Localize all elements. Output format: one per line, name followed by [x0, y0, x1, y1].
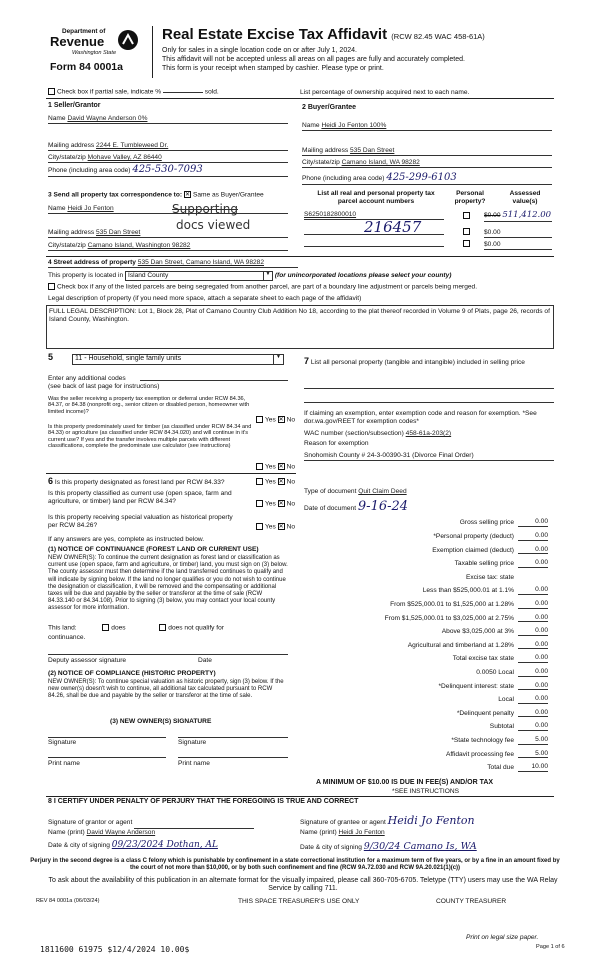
doc-type-value[interactable]: Quit Claim Deed — [358, 488, 407, 495]
assessed-3[interactable] — [484, 241, 552, 250]
doc-type-label: Type of document — [304, 488, 357, 495]
notice1-title: (1) NOTICE OF CONTINUANCE (FOREST LAND OR CURRENT USE) — [48, 546, 259, 553]
fee-value[interactable]: 0.00 — [518, 586, 548, 595]
buyer-mailing-value[interactable]: 535 Dan Street — [350, 147, 395, 154]
grantee-date-value[interactable]: 9/30/24 Camano Is, WA — [363, 841, 477, 852]
seller-name-value[interactable]: David Wayne Anderson 0% — [67, 115, 148, 122]
wac-row — [304, 430, 554, 438]
page-number: Page 1 of 6 — [536, 944, 565, 950]
ownership-note: List percentage of ownership acquired next to each name. — [300, 89, 470, 96]
no-label: No — [286, 523, 296, 531]
parcel-2-line[interactable] — [304, 234, 444, 235]
current-use-yes-checkbox[interactable] — [256, 500, 263, 507]
seller-heading: 1 Seller/Grantor — [48, 102, 101, 109]
s3-city-value[interactable]: Camano Island, Washington 98282 — [87, 242, 191, 249]
grantor-name-value[interactable]: David Wayne Anderson — [86, 829, 156, 836]
personal-heading-1: Personal — [456, 190, 484, 197]
historic-yes-checkbox[interactable] — [256, 523, 263, 530]
dept-line3: Washington State — [72, 50, 117, 56]
fee-row — [330, 733, 548, 745]
partial-sale-row — [48, 88, 219, 96]
section7-text: List all personal property (tangible and intangible) included in selling price — [310, 359, 525, 366]
doc-date-value[interactable]: 9-16-24 — [357, 499, 409, 514]
rev-number: REV 84 0001a (06/03/24) — [36, 898, 100, 904]
grantee-signature-value[interactable]: Heidi Jo Fenton — [387, 814, 475, 827]
fee-value[interactable]: 0.00 — [518, 709, 548, 718]
dept-line2: Revenue — [50, 34, 105, 49]
grantor-signature-label: Signature of grantor or agent — [48, 819, 133, 826]
doc-date-label: Date of document — [304, 505, 357, 512]
assessed-heading — [500, 190, 550, 205]
additional-codes — [48, 375, 159, 390]
forest-answer — [256, 478, 295, 486]
seller-city-label: City/state/zip — [48, 154, 86, 161]
dor-logo — [48, 28, 144, 80]
fee-value[interactable]: 0.00 — [518, 641, 548, 650]
buyer-city-value[interactable]: Camano Island, WA 98282 — [341, 159, 420, 166]
doc-date-row — [304, 500, 554, 515]
yes-label: Yes — [265, 463, 276, 471]
fee-value[interactable]: 0.00 — [518, 668, 548, 677]
additional-label: Enter any additional codes — [48, 375, 126, 382]
notice2-body: NEW OWNER(S): To continue special valuation as historic property, sign (3) below. If the new owner(s) doesn't wish to continue, all additional tax calculated pursuant to RCW 84.26, shall be due and payable by the seller or transferor at the time of sale. — [48, 679, 284, 700]
additional-label-2: (see back of last page for instructions) — [48, 382, 160, 390]
new-owner-sig-2[interactable] — [178, 737, 288, 738]
fee-row — [330, 624, 548, 636]
fee-value[interactable]: 10.00 — [518, 763, 548, 772]
partial-sold-label: sold. — [204, 88, 219, 96]
exemption-question: Was the seller receiving a property tax exemption or deferral under RCW 84.36, 84.37, or 84.38 (nonprofit org., senior citizen or disabled person, homeowner with limited income)? — [48, 396, 250, 415]
s3-name-row — [48, 205, 288, 214]
county-value: Island County — [127, 272, 169, 279]
grantee-signature-label: Signature of grantee or agent — [300, 819, 386, 826]
forest-question: Is this property designated as forest land per RCW 84.33? — [54, 479, 225, 486]
yes-label: Yes — [265, 416, 276, 424]
fee-value[interactable]: 0.00 — [518, 654, 548, 663]
legal-description-box[interactable] — [46, 305, 554, 349]
grantee-signature-row — [300, 815, 554, 828]
fee-value[interactable]: 0.00 — [518, 532, 548, 541]
forest-yes-checkbox[interactable] — [256, 478, 263, 485]
fee-label: *State technology fee — [451, 737, 514, 745]
fee-row — [330, 678, 548, 690]
yes-label: Yes — [265, 500, 276, 508]
use-code-select[interactable] — [72, 354, 284, 365]
fee-row — [330, 529, 548, 541]
parcel-heading-1: List all real and personal property tax — [317, 190, 435, 197]
current-use-question: Is this property classified as current use (open space, farm and agriculture, or timber) land per RCW 84.34? — [48, 490, 232, 505]
s3-mailing-value[interactable]: 535 Dan Street — [96, 229, 141, 236]
parcel-3-line[interactable] — [304, 246, 444, 247]
wac-value[interactable]: 458-61a-203(2) — [405, 430, 452, 437]
seller-city-value[interactable]: Mohave Valley, AZ 86440 — [87, 154, 162, 161]
land-qualify-row — [48, 624, 224, 632]
segregation-checkbox[interactable] — [48, 283, 55, 290]
seller-city-row — [48, 154, 288, 163]
street-address-row — [48, 259, 298, 268]
notice3-title: (3) NEW OWNER(S) SIGNATURE — [110, 718, 212, 725]
no-label: No — [286, 416, 296, 424]
fee-row — [330, 651, 548, 663]
fee-row — [330, 610, 548, 622]
doc-type-row — [304, 488, 554, 496]
seller-name-row — [48, 115, 288, 124]
fee-value[interactable]: 5.00 — [518, 750, 548, 759]
seller-mailing-value[interactable]: 2244 E. Tumbleweed Dr. — [96, 142, 169, 149]
assessed-1-value: $0.00 — [484, 212, 501, 219]
this-land-label: This land: — [48, 624, 77, 632]
personal-property-line-1[interactable] — [304, 388, 554, 389]
historic-no-checkbox[interactable] — [278, 523, 285, 530]
seller-mailing-row — [48, 142, 288, 151]
exemption-no-checkbox[interactable] — [278, 416, 285, 423]
signature-label-2: Signature — [178, 739, 207, 746]
chevron-down-icon: ▼ — [273, 355, 283, 364]
deputy-date-label: Date — [198, 657, 212, 664]
perjury-note: Perjury in the second degree is a class C felony which is punishable by confinement in a state correctional institution for a maximum term of five years, or by a fine in an amount fixed by the court of not more than $10,000, or by both such confinement and fine (RCW 9A.72.030 and RCW 9A.20.021(1)(c)) — [30, 858, 560, 872]
fee-label: Less than $525,000.01 at 1.1% — [422, 587, 514, 595]
fee-row — [330, 760, 548, 772]
fee-value[interactable]: 0.00 — [518, 627, 548, 636]
grantor-date-label: Date & city of signing — [48, 842, 110, 849]
s3-name-label: Name — [48, 205, 66, 212]
fee-label: Local — [498, 696, 514, 704]
fee-row — [330, 746, 548, 758]
personal-heading-2: property? — [454, 197, 486, 205]
fee-label: Taxable selling price — [454, 560, 514, 568]
section6-heading: 6 — [48, 476, 54, 486]
s3-name-value[interactable]: Heidi Jo Fenton — [67, 205, 114, 212]
timber-answer — [256, 463, 295, 471]
fee-label: 0.0050 Local — [476, 669, 514, 677]
section3-heading: 3 Send all property tax correspondence to: — [48, 191, 183, 199]
does-not-checkbox[interactable] — [159, 624, 166, 631]
located-row — [48, 271, 451, 281]
grantor-signature-field[interactable] — [134, 815, 254, 829]
located-note: (for unincorporated locations please select your county) — [274, 272, 452, 279]
if-yes-note: If any answers are yes, complete as instructed below. — [48, 536, 205, 543]
fee-label: *Delinquent penalty — [456, 709, 514, 717]
additional-codes-input[interactable] — [140, 380, 288, 381]
exemption-note: If claiming an exemption, enter exemption code and reason for exemption. *See dor.wa.gov/REET for exemption codes* — [304, 410, 537, 425]
buyer-city-label: City/state/zip — [302, 159, 340, 166]
does-checkbox[interactable] — [102, 624, 109, 631]
fee-row — [330, 597, 548, 609]
yes-label: Yes — [265, 478, 276, 486]
no-label: No — [286, 463, 296, 471]
buyer-name-label: Name — [302, 122, 320, 129]
new-owner-sig-1[interactable] — [48, 737, 166, 738]
grantor-date-value[interactable]: 09/23/2024 Dothan, AL — [111, 840, 218, 850]
rcw-text: (RCW 82.45 WAC 458-61A) — [391, 32, 485, 41]
stamp-supporting: Supporting — [172, 202, 238, 216]
fee-row — [330, 637, 548, 649]
note1: Only for sales in a single location code on or after July 1, 2024. — [162, 47, 357, 54]
section7-heading: 7 — [304, 356, 310, 366]
fee-value[interactable]: 0.00 — [518, 518, 548, 527]
logo-icon — [118, 30, 138, 50]
treasurer-use: THIS SPACE TREASURER'S USE ONLY — [238, 898, 360, 905]
assessed-2-value: $0.00 — [484, 229, 501, 236]
does-label: does — [111, 624, 126, 632]
notice2-title: (2) NOTICE OF COMPLIANCE (HISTORIC PROPERTY) — [48, 670, 216, 677]
seller-phone-label: Phone (including area code) — [48, 167, 131, 174]
personal-heading — [450, 190, 490, 205]
s3-city-row — [48, 242, 288, 251]
timber-yes-checkbox[interactable] — [256, 463, 263, 470]
form-title — [162, 26, 485, 43]
fee-value[interactable]: 0.00 — [518, 600, 548, 609]
reason-value[interactable]: Snohomish County # 24-3-00390-31 (Divorce Final Order) — [304, 452, 554, 461]
fee-label: *Delinquent interest: state — [438, 682, 514, 690]
buyer-mailing-label: Mailing address — [302, 147, 349, 154]
grantor-name-label: Name (print) — [48, 829, 85, 836]
availability-note: To ask about the availability of this publication in an alternate format for the visually impaired, please call 360-705-6705. Teletype (TTY) users may use the WA Relay Service by calling 711. — [48, 877, 558, 893]
current-use-no-checkbox[interactable] — [278, 500, 285, 507]
personal-checkbox-1[interactable] — [463, 212, 472, 220]
fee-value[interactable]: 0.00 — [518, 722, 548, 731]
fee-row — [330, 719, 548, 731]
timber-no-checkbox[interactable] — [278, 463, 285, 470]
stamp-docs-viewed: docs viewed — [176, 218, 251, 232]
assessed-1-handwritten: 511,412.00 — [502, 210, 552, 220]
buyer-mailing-row — [302, 147, 552, 156]
print-name-label-1: Print name — [48, 760, 80, 767]
fee-value[interactable]: 0.00 — [518, 546, 548, 555]
title-text: Real Estate Excise Tax Affidavit — [162, 26, 388, 43]
print-name-label-2: Print name — [178, 760, 210, 767]
buyer-phone-label: Phone (including area code) — [302, 175, 385, 182]
fee-label: Subtotal — [489, 723, 514, 731]
assessed-heading-1: Assessed — [509, 190, 541, 197]
fee-value[interactable]: 0.00 — [518, 559, 548, 568]
fee-row — [330, 705, 548, 717]
print-name-line-2[interactable] — [178, 757, 288, 758]
timber-question: Is this property predominately used for timber (as classified under RCW 84.34 and 84.33) or agriculture (as classified under RCW 84.34.020) and will continue in it's current use? If yes and the transfer involves multiple parcels with different classifications, complete the predominate use calculator (see instructions) — [48, 424, 252, 450]
fee-label: From $1,525,000.01 to $3,025,000 at 2.75% — [384, 614, 514, 622]
grantor-date-row — [48, 840, 298, 850]
reason-label: Reason for exemption — [304, 440, 369, 447]
assessed-3-value: $0.00 — [484, 241, 501, 248]
segregation-row — [48, 283, 558, 291]
fee-row — [330, 665, 548, 677]
seller-phone-value[interactable]: 425-530-7093 — [132, 164, 203, 175]
legal-description-text: FULL LEGAL DESCRIPTION: Lot 1, Block 28, Plat of Camano Country Club Addition No 18, according to the plat thereof recorded in Volume 9 of Plats, page 26, records of Island County, Washington. — [49, 308, 550, 323]
grantee-name-value[interactable]: Heidi Jo Fenton — [338, 829, 385, 836]
fee-row — [330, 556, 548, 568]
form-number: Form 84 0001a — [50, 61, 123, 73]
grantee-name-row — [300, 829, 554, 837]
receipt-stamp: 1811600 61975 $12/4/2024 10.00$ — [40, 945, 190, 954]
fee-label: Total due — [487, 764, 514, 772]
buyer-phone-row — [302, 172, 552, 185]
parcel-heading — [306, 190, 446, 205]
see-instructions: *SEE INSTRUCTIONS — [392, 788, 460, 795]
dept-line1: Department of — [62, 28, 106, 35]
exemption-yes-checkbox[interactable] — [256, 416, 263, 423]
partial-sale-checkbox[interactable] — [48, 88, 55, 95]
fee-row — [330, 583, 548, 595]
assessed-1[interactable] — [484, 211, 552, 222]
parcel-handwritten: 216457 — [364, 218, 422, 236]
legal-paper-note: Print on legal size paper. — [466, 934, 539, 941]
current-use-answer — [256, 500, 295, 508]
seller-name-label: Name — [48, 115, 66, 122]
personal-checkbox-2[interactable] — [463, 228, 472, 236]
buyer-city-row — [302, 159, 552, 168]
fee-value[interactable]: 5.00 — [518, 736, 548, 745]
fee-row — [330, 542, 548, 554]
s3-mailing-label: Mailing address — [48, 229, 95, 236]
seller-mailing-label: Mailing address — [48, 142, 95, 149]
same-as-label: Same as Buyer/Grantee — [192, 191, 264, 199]
grantor-signature-row — [48, 815, 298, 829]
assessed-heading-2: value(s) — [512, 197, 538, 205]
buyer-heading: 2 Buyer/Grantee — [302, 104, 357, 111]
seller-phone-row — [48, 164, 288, 177]
note3: This form is your receipt when stamped by cashier. Please type or print. — [162, 65, 384, 72]
fee-row — [330, 692, 548, 704]
fee-row — [330, 569, 548, 581]
assessed-2[interactable] — [484, 229, 552, 238]
fee-value[interactable]: 0.00 — [518, 614, 548, 623]
county-select[interactable] — [125, 271, 273, 281]
fee-label: Exemption claimed (deduct) — [432, 546, 514, 554]
same-as-checkbox[interactable] — [184, 191, 191, 198]
personal-checkbox-3[interactable] — [463, 240, 472, 248]
s3-city-label: City/state/zip — [48, 242, 86, 249]
section8-heading: 8 I CERTIFY UNDER PENALTY OF PERJURY THAT THE FOREGOING IS TRUE AND CORRECT — [48, 798, 359, 805]
wac-label: WAC number (section/subsection) — [304, 430, 404, 437]
note2: This affidavit will not be accepted unless all areas on all pages are fully and accurately completed. — [162, 56, 465, 63]
signature-label-1: Signature — [48, 739, 77, 746]
historic-question: Is this property receiving special valuation as historical property per RCW 84.26? — [48, 514, 233, 529]
fee-label: Gross selling price — [459, 519, 514, 527]
section5-heading: 5 — [48, 352, 54, 362]
fee-label: Affidavit processing fee — [445, 750, 514, 758]
buyer-name-value[interactable]: Heidi Jo Fenton 100% — [321, 122, 387, 129]
county-treasurer: COUNTY TREASURER — [436, 898, 507, 905]
fee-label: Excise tax: state — [465, 573, 514, 581]
forest-no-checkbox[interactable] — [278, 478, 285, 485]
fee-label: Agricultural and timberland at 1.28% — [407, 641, 514, 649]
notice1-body: NEW OWNER(S): To continue the current designation as forest land or classification as current use (open space, farm and agriculture, or timber) land, you must sign on (3) below. The county assessor must then determine if the land transferred continues to qualify and will indicate by signing below. If the land no longer qualifies or you do not wish to continue the designation or classification, it will be removed and the compensating or additional taxes will be due and payable by the seller or transferor at the time of sale (RCW 84.33.140 or 84.34.108). Prior to signing (3) below, you may contact your local county assessor for more information. — [48, 555, 288, 612]
personal-property-line-2[interactable] — [304, 402, 554, 403]
grantee-date-row — [300, 842, 554, 853]
use-code-value: 11 - Household, single family units — [75, 355, 182, 362]
chevron-down-icon: ▼ — [263, 272, 272, 280]
fee-label: Total excise tax state — [452, 655, 514, 663]
deputy-signature-line[interactable] — [48, 654, 288, 655]
fee-row — [330, 515, 548, 527]
legal-label: Legal description of property (if you need more space, attach a separate sheet to each page of the affidavit) — [48, 295, 362, 302]
print-name-line-1[interactable] — [48, 757, 166, 758]
historic-answer — [256, 523, 295, 531]
fee-label: From $525,000.01 to $1,525,000 at 1.28% — [390, 601, 514, 609]
deputy-label: Deputy assessor signature — [48, 657, 127, 664]
fee-value[interactable]: 0.00 — [518, 682, 548, 691]
parcel-1-number: S6250182800010 — [304, 211, 357, 218]
grantee-name-label: Name (print) — [300, 829, 337, 836]
does-not-label: does not qualify for — [168, 624, 224, 632]
s3-mailing-row — [48, 229, 288, 238]
fee-label: *Personal property (deduct) — [433, 533, 514, 541]
segregation-label: Check box if any of the listed parcels are being segregated from another parcel, are part of a boundary line adjustment or parcels being merged. — [57, 283, 478, 291]
fee-label: Above $3,025,000 at 3% — [441, 628, 514, 636]
grantor-name-row — [48, 829, 298, 837]
buyer-phone-value[interactable]: 425-299-6103 — [386, 172, 457, 183]
minimum-notice: A MINIMUM OF $10.00 IS DUE IN FEE(S) AND/OR TAX — [316, 779, 494, 786]
section7-row — [304, 356, 554, 367]
street-address-value[interactable]: 535 Dan Street, Camano Island, WA 98282 — [137, 259, 265, 266]
partial-sale-label: Check box if partial sale, indicate % — [57, 88, 162, 96]
continuance-label: continuance. — [48, 634, 86, 641]
fee-value[interactable]: 0.00 — [518, 695, 548, 704]
exemption-answer — [256, 416, 295, 424]
correspondence-row — [48, 191, 264, 199]
yes-label: Yes — [265, 523, 276, 531]
parcel-heading-2: parcel account numbers — [337, 197, 415, 205]
located-label: This property is located in — [48, 272, 124, 279]
section4-heading: 4 Street address of property — [48, 259, 136, 266]
no-label: No — [286, 500, 296, 508]
grantee-date-label: Date & city of signing — [300, 844, 362, 851]
no-label: No — [286, 478, 296, 486]
buyer-name-row — [302, 122, 552, 131]
